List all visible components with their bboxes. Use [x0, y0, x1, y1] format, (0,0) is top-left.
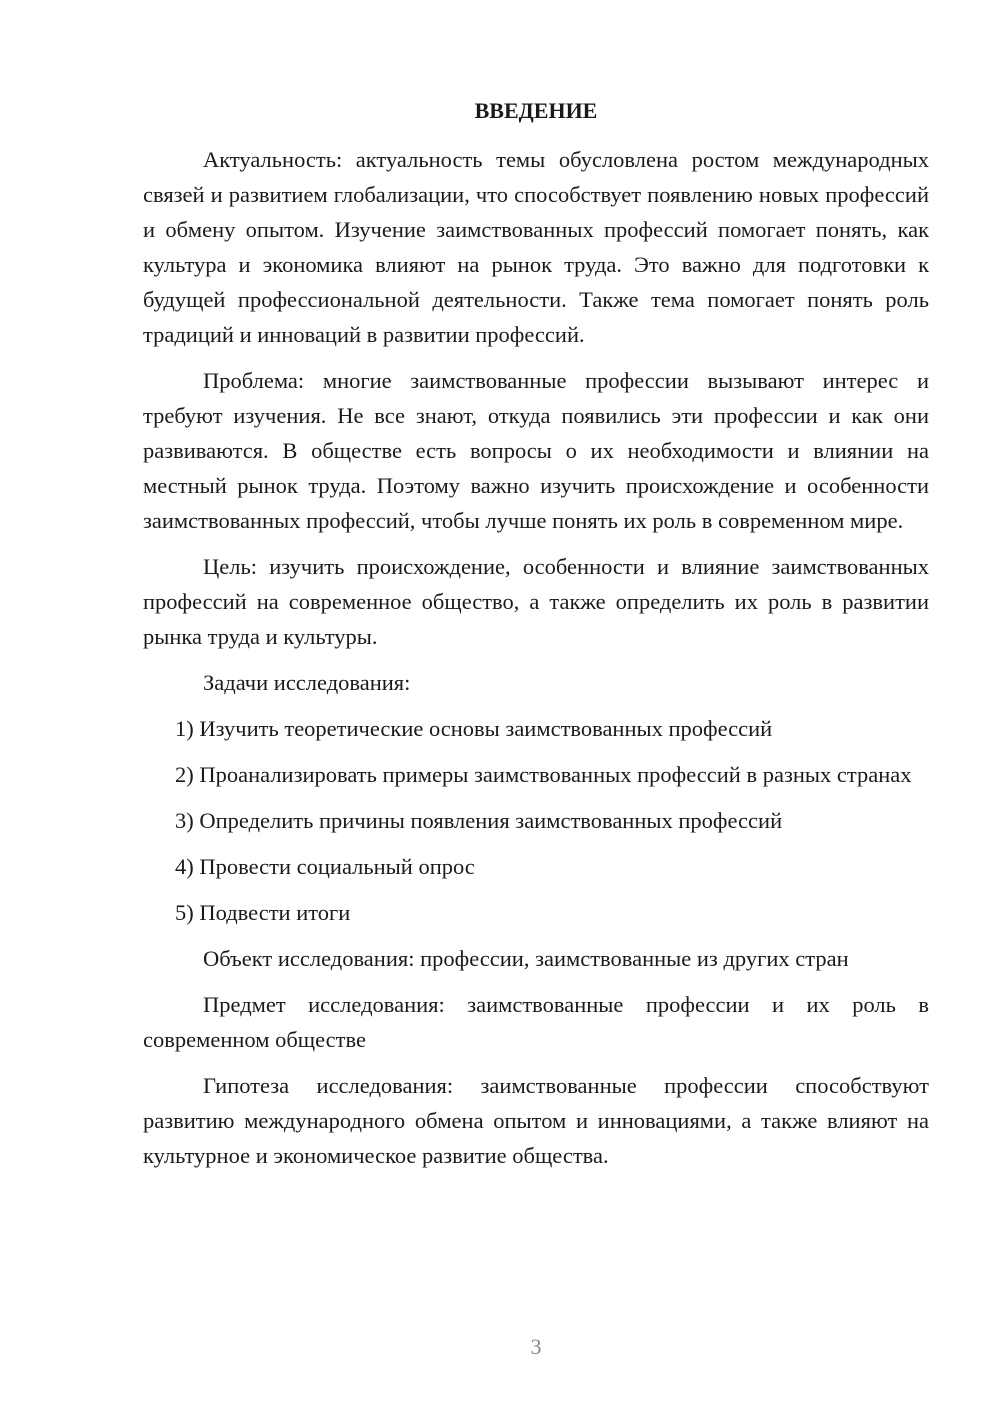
body-text	[143, 142, 929, 1184]
task-item: 3) Определить причины появления заимствованных профессий	[175, 808, 783, 833]
task-item: 2) Проанализировать примеры заимствованных профессий в разных странах	[175, 762, 912, 787]
paragraph-subject: Предмет исследования: заимствованные профессии и их роль в современном обществе	[143, 992, 929, 1052]
page-title: ВВЕДЕНИЕ	[474, 98, 598, 123]
paragraph-tasks-heading: Задачи исследования:	[203, 670, 411, 695]
paragraph-problem: Проблема: многие заимствованные профессии вызывают интерес и требуют изучения. Не все знают, откуда появились эти профессии и как они развиваются. В обществе есть вопросы о их необходимости и влиянии на местный рынок труда. Поэтому важно изучить происхождение и особенности заимствованных профессий, чтобы лучше понять их роль в современном мире.	[143, 368, 929, 533]
page-number: 3	[530, 1334, 542, 1359]
task-item: 5) Подвести итоги	[175, 900, 351, 925]
paragraph-goal: Цель: изучить происхождение, особенности и влияние заимствованных профессий на современное общество, а также определить их роль в развитии рынка труда и культуры.	[143, 554, 929, 649]
task-item: 4) Провести социальный опрос	[175, 854, 475, 879]
paragraph-hypothesis: Гипотеза исследования: заимствованные профессии способствуют развитию международного обмена опытом и инновациями, а также влияют на культурное и экономическое развитие общества.	[143, 1073, 929, 1168]
paragraph-object: Объект исследования: профессии, заимствованные из других стран	[203, 946, 849, 971]
paragraph-relevance: Актуальность: актуальность темы обусловлена ростом международных связей и развитием глобализации, что способствует появлению новых профессий и обмену опытом. Изучение заимствованных профессий помогает понять, как культура и экономика влияют на рынок труда. Это важно для подготовки к будущей профессиональной деятельности. Также тема помогает понять роль традиций и инноваций в развитии профессий.	[143, 147, 929, 347]
task-item: 1) Изучить теоретические основы заимствованных профессий	[175, 716, 773, 741]
